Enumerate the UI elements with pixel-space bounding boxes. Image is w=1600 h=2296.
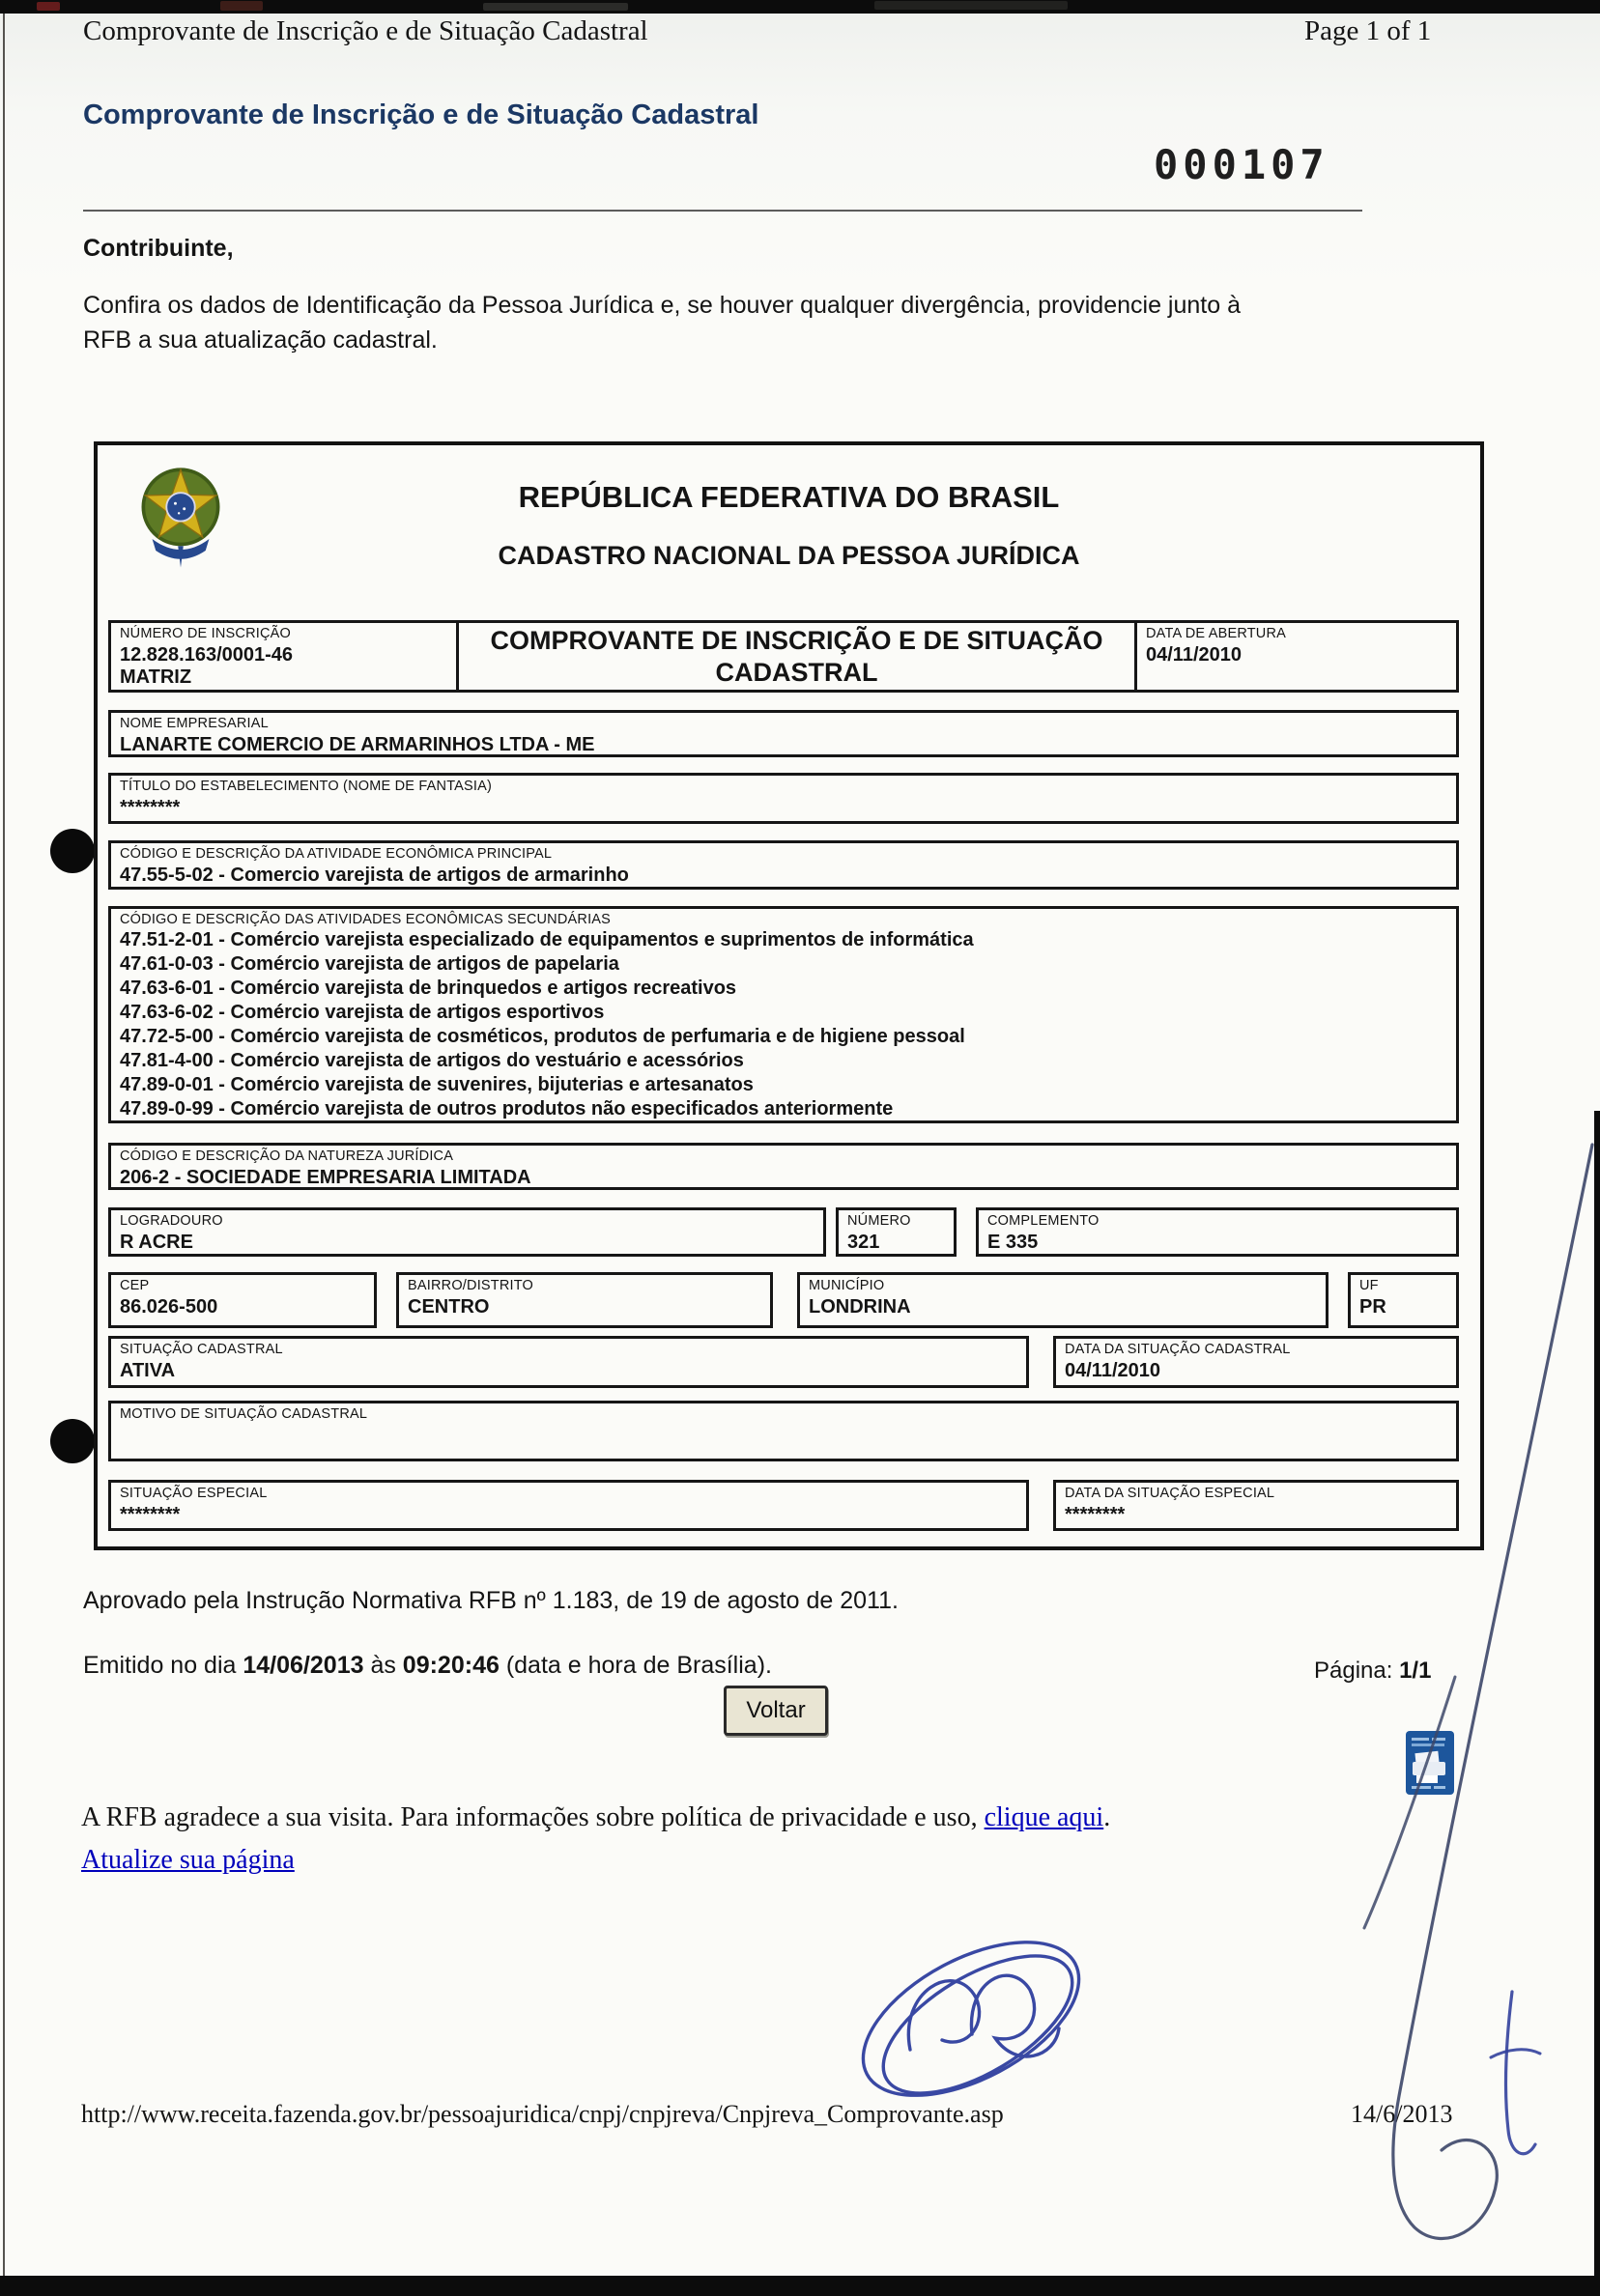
field-value: 12.828.163/0001-46 <box>120 644 294 666</box>
field-value: LANARTE COMERCIO DE ARMARINHOS LTDA - ME <box>120 734 595 755</box>
field-logradouro <box>108 1207 826 1257</box>
field-value: R ACRE <box>120 1232 193 1253</box>
field-motivo-situacao <box>108 1401 1459 1461</box>
refresh-line <box>81 1845 295 1876</box>
field-label: DATA DA SITUAÇÃO CADASTRAL <box>1065 1342 1291 1357</box>
field-label: UF <box>1359 1278 1379 1293</box>
certificate-registry-title: CADASTRO NACIONAL DA PESSOA JURÍDICA <box>498 541 1080 570</box>
field-atividade-principal <box>108 840 1459 890</box>
field-value: 04/11/2010 <box>1146 644 1242 666</box>
field-situacao-cadastral <box>108 1336 1029 1388</box>
field-nome-fantasia <box>108 773 1459 824</box>
page-counter-label: Página: <box>1314 1658 1400 1684</box>
field-label: NÚMERO <box>847 1213 911 1229</box>
heading-divider <box>83 210 1362 212</box>
field-value: 321 <box>847 1232 880 1253</box>
field-label: DATA DA SITUAÇÃO ESPECIAL <box>1065 1486 1275 1501</box>
scan-smudge <box>37 2 60 11</box>
field-value: ******** <box>1065 1504 1126 1525</box>
certificate-country-title: REPÚBLICA FEDERATIVA DO BRASIL <box>518 480 1060 514</box>
emission-conj: às <box>363 1652 403 1679</box>
print-footer-url: http://www.receita.fazenda.gov.br/pessoajuridica/cnpj/cnpjreva/Cnpjreva_Comprovante.asp <box>81 2100 1004 2128</box>
field-label: BAIRRO/DISTRITO <box>408 1278 534 1293</box>
print-header-title: Comprovante de Inscrição e de Situação Cadastral <box>83 15 648 46</box>
field-value: ATIVA <box>120 1360 176 1381</box>
printer-icon[interactable] <box>1406 1731 1454 1795</box>
emission-prefix: Emitido no dia <box>83 1652 243 1679</box>
emission-suffix: (data e hora de Brasília). <box>499 1652 772 1679</box>
field-cep <box>108 1272 377 1328</box>
secondary-activity-item: 47.51-2-01 - Comércio varejista especializado de equipamentos e suprimentos de informática <box>120 929 974 950</box>
field-label: MUNICÍPIO <box>809 1278 885 1293</box>
field-complemento <box>976 1207 1459 1257</box>
secondary-activity-item: 47.61-0-03 - Comércio varejista de artigos de papelaria <box>120 953 619 975</box>
refresh-page-link[interactable]: Atualize sua página <box>81 1845 295 1875</box>
page-title: Comprovante de Inscrição e de Situação Cadastral <box>83 99 759 130</box>
field-label: MOTIVO DE SITUAÇÃO CADASTRAL <box>120 1406 368 1422</box>
field-label: SITUAÇÃO ESPECIAL <box>120 1486 268 1501</box>
field-label: SITUAÇÃO CADASTRAL <box>120 1342 283 1357</box>
field-atividades-secundarias <box>108 906 1459 1123</box>
salutation: Contribuinte, <box>83 235 234 262</box>
back-button[interactable]: Voltar <box>724 1686 828 1736</box>
field-value: ******** <box>120 797 181 818</box>
page-counter <box>1314 1658 1431 1685</box>
field-value: PR <box>1359 1296 1386 1318</box>
field-value: 47.55-5-02 - Comercio varejista de artigos de armarinho <box>120 865 629 886</box>
field-label: LOGRADOURO <box>120 1213 223 1229</box>
field-uf <box>1348 1272 1459 1328</box>
field-label: CÓDIGO E DESCRIÇÃO DA NATUREZA JURÍDICA <box>120 1148 454 1164</box>
print-footer-date: 14/6/2013 <box>1351 2100 1453 2128</box>
intro-line: Confira os dados de Identificação da Pessoa Jurídica e, se houver qualquer divergência, providencie junto à <box>83 292 1241 319</box>
field-value: 04/11/2010 <box>1065 1360 1160 1381</box>
scan-edge-right <box>1594 1111 1600 2296</box>
certificate-doc-title: COMPROVANTE DE INSCRIÇÃO E DE SITUAÇÃO CADASTRAL <box>490 625 1103 687</box>
certificate-doc-title-cell <box>456 620 1137 693</box>
thanks-line <box>81 1802 1110 1833</box>
field-municipio <box>797 1272 1329 1328</box>
secondary-activity-item: 47.81-4-00 - Comércio varejista de artigos do vestuário e acessórios <box>120 1050 744 1071</box>
field-label: NOME EMPRESARIAL <box>120 716 269 731</box>
field-label: DATA DE ABERTURA <box>1146 626 1287 641</box>
field-value: LONDRINA <box>809 1296 911 1318</box>
field-data-abertura <box>1134 620 1459 693</box>
secondary-activity-item: 47.63-6-02 - Comércio varejista de artigos esportivos <box>120 1002 605 1023</box>
thanks-period: . <box>1103 1802 1111 1832</box>
field-data-situacao-especial <box>1053 1480 1459 1531</box>
emission-time: 09:20:46 <box>402 1652 500 1679</box>
scan-edge-bottom <box>0 2276 1600 2296</box>
secondary-activity-item: 47.89-0-01 - Comércio varejista de suvenires, bijuterias e artesanatos <box>120 1074 754 1095</box>
field-nome-empresarial <box>108 710 1459 757</box>
field-situacao-especial <box>108 1480 1029 1531</box>
field-value: E 335 <box>987 1232 1039 1253</box>
scan-smudge <box>483 3 628 11</box>
field-numero <box>836 1207 957 1257</box>
field-label: CEP <box>120 1278 150 1293</box>
field-numero-inscricao <box>108 620 459 693</box>
thanks-text: A RFB agradece a sua visita. Para informações sobre política de privacidade e uso, <box>81 1802 985 1832</box>
scan-smudge <box>874 1 1068 10</box>
field-value: 86.026-500 <box>120 1296 218 1318</box>
scan-edge-left <box>3 14 5 2276</box>
field-subvalue: MATRIZ <box>120 666 192 688</box>
punch-hole <box>50 1419 95 1463</box>
protocol-stamp-number: 000107 <box>1154 141 1329 188</box>
secondary-activity-item: 47.89-0-99 - Comércio varejista de outros produtos não especificados anteriormente <box>120 1098 894 1120</box>
field-value: 206-2 - SOCIEDADE EMPRESARIA LIMITADA <box>120 1167 531 1188</box>
intro-line: RFB a sua atualização cadastral. <box>83 326 438 354</box>
intro-paragraph <box>83 288 1241 357</box>
field-value <box>111 1423 1456 1424</box>
page-counter-value: 1/1 <box>1399 1658 1432 1684</box>
field-value: ******** <box>120 1504 181 1525</box>
field-data-situacao-cadastral <box>1053 1336 1459 1388</box>
privacy-policy-link[interactable]: clique aqui <box>984 1802 1104 1832</box>
field-label: CÓDIGO E DESCRIÇÃO DAS ATIVIDADES ECONÔMICAS SECUNDÁRIAS <box>120 912 612 927</box>
emission-date: 14/06/2013 <box>243 1652 364 1679</box>
secondary-activity-item: 47.63-6-01 - Comércio varejista de brinquedos e artigos recreativos <box>120 978 737 999</box>
field-label: CÓDIGO E DESCRIÇÃO DA ATIVIDADE ECONÔMICA PRINCIPAL <box>120 846 553 862</box>
print-header-page-count: Page 1 of 1 <box>1304 15 1432 46</box>
secondary-activity-item: 47.72-5-00 - Comércio varejista de cosméticos, produtos de perfumaria e de higiene pessoal <box>120 1026 965 1047</box>
approval-note: Aprovado pela Instrução Normativa RFB nº 1.183, de 19 de agosto de 2011. <box>83 1587 899 1614</box>
field-label: NÚMERO DE INSCRIÇÃO <box>120 626 292 641</box>
field-label: COMPLEMENTO <box>987 1213 1100 1229</box>
field-bairro <box>396 1272 773 1328</box>
field-label: TÍTULO DO ESTABELECIMENTO (NOME DE FANTASIA) <box>120 779 493 794</box>
field-natureza-juridica <box>108 1143 1459 1190</box>
punch-hole <box>50 829 95 873</box>
cnpj-certificate-box <box>94 441 1484 1550</box>
emission-line <box>83 1652 772 1680</box>
field-value: CENTRO <box>408 1296 490 1318</box>
scan-smudge <box>220 1 263 11</box>
